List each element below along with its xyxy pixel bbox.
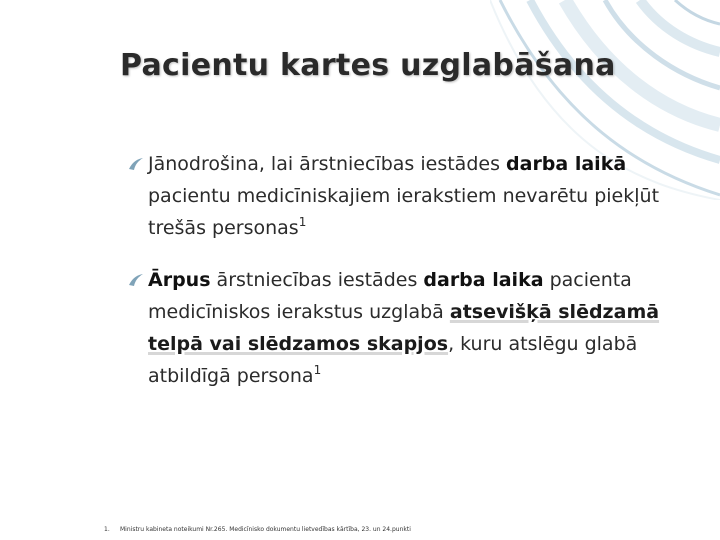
- emphasis-working-hours: darba laika: [423, 269, 544, 291]
- emphasis-working-hours: darba laikā: [506, 153, 627, 175]
- footnote-number: 1.: [104, 526, 110, 533]
- bullet-text: Jānodrošina, lai ārstniecības iestādes: [148, 153, 507, 175]
- slide-title: Pacientu kartes uzglabāšana: [120, 48, 616, 83]
- emphasis-locked-storage: atsevišķā slēdzamā telpā vai slēdzamos skapjos: [148, 301, 660, 355]
- bullet-item-outside-hours: [130, 264, 690, 392]
- bullet-list: [130, 148, 690, 392]
- swoosh-bullet-icon: [128, 273, 144, 287]
- footnote-ref: 1: [298, 215, 307, 229]
- footnote-ref: 1: [313, 363, 322, 377]
- bullet-text: pacienta medicīniskos ierakstus uzglabā: [148, 269, 632, 323]
- footnote-text: Ministru kabineta noteikumi Nr.265. Medicīnisko dokumentu lietvedības kārtība, 23. un 24.punkti: [120, 526, 411, 533]
- bullet-item-working-hours: [130, 148, 690, 244]
- bullet-text: ārstniecības iestādes: [210, 269, 424, 291]
- emphasis-outside: Ārpus: [148, 269, 211, 291]
- bullet-text: pacientu medicīniskajiem ierakstiem nevarētu piekļūt trešās personas: [148, 185, 660, 239]
- footnote: [104, 526, 411, 533]
- swoosh-bullet-icon: [128, 157, 144, 171]
- bullet-text: , kuru atslēgu glabā atbildīgā persona: [148, 333, 638, 387]
